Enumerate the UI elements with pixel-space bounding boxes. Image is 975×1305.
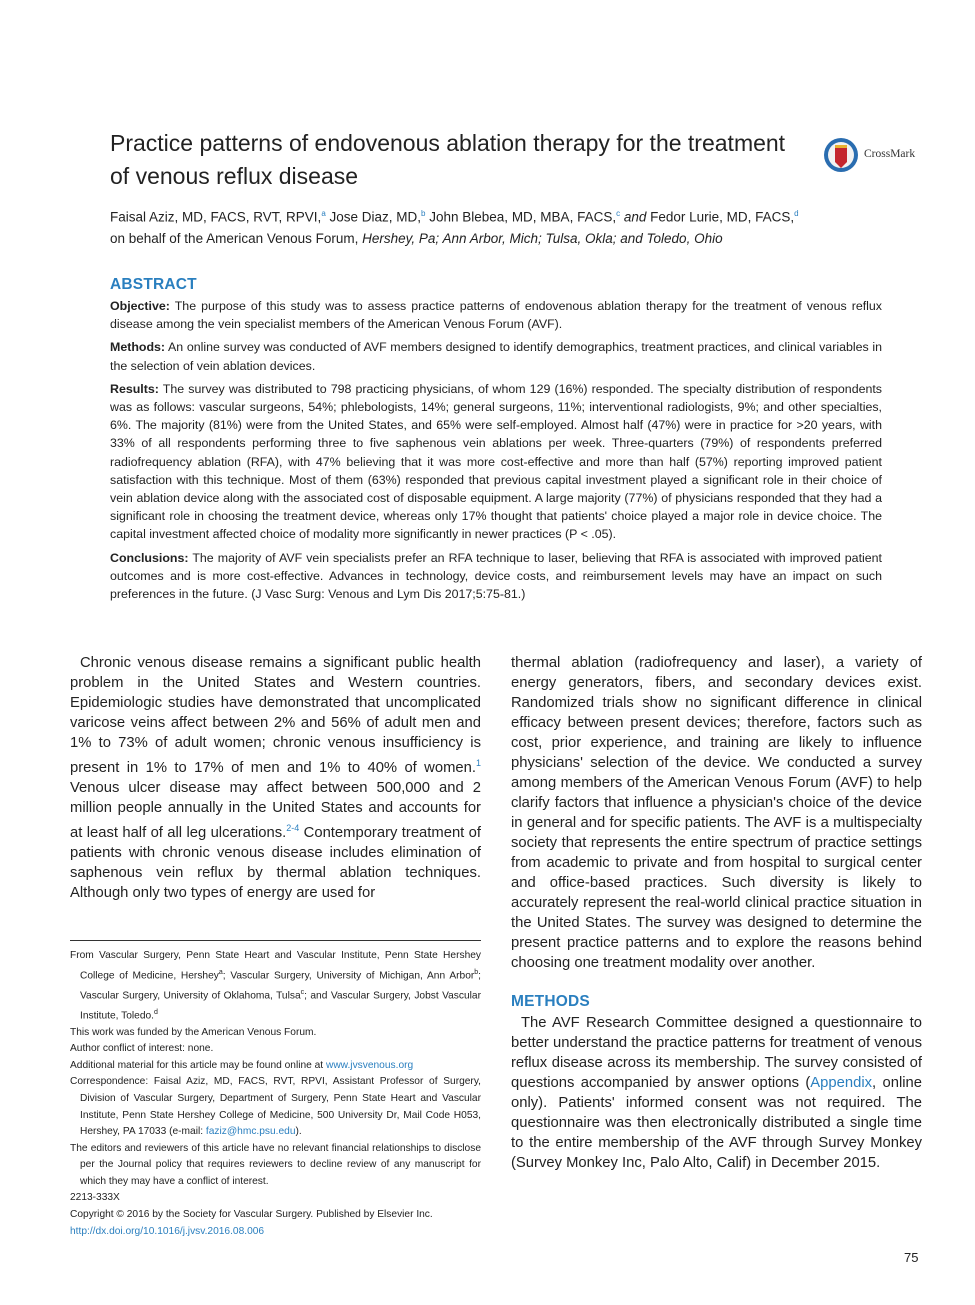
journal-website-link[interactable]: www.jvsvenous.org	[325, 1059, 414, 1071]
abstract-heading: ABSTRACT	[110, 276, 197, 293]
article-title: Practice patterns of endovenous ablation therapy for the treatment of venous reflux disease	[110, 130, 786, 189]
paragraph-text: Venous ulcer disease may affect between 500,000 and 2 million people annually in the United States and accounts for at least half of all leg ulcerations.	[70, 779, 481, 841]
intro-continuation: thermal ablation (radiofrequency and laser), a variety of energy generators, fibers, and secondary devices exist. Randomized trials show no significant difference in clinical efficacy between present devices; therefore, factors such as cost, prior experience, and training are likely to influence physicians' selection of the device. We conducted a survey among members of the American Venous Forum (AVF) to help clarify factors that influence a physician's choice of the device in general and for specific patients. The AVF is a multispecialty society that represents the entire spectrum of practice settings from academic to private and from hospital to surgical center and office-based practices. Such diversity is likely to accurately represent the real-world clinical practice situation in the United States. The survey was designed to determine the present practice patterns and to explore the reasons behind choosing one treatment modality over another.	[511, 655, 922, 971]
abstract-label: Conclusions:	[110, 550, 189, 565]
author-name: Jose Diaz, MD,	[325, 209, 422, 225]
methods-heading: METHODS	[511, 993, 590, 1010]
paragraph-text: Contemporary treatment of patients with chronic venous disease includes elimination of saphenous vein reflux by thermal ablation techniques. Although only two types of energy are used for	[70, 824, 481, 901]
conflict-note: Author conflict of interest: none.	[70, 1043, 214, 1055]
affiliation-marker[interactable]: d	[794, 209, 799, 218]
affiliation-marker[interactable]: a	[321, 209, 326, 218]
footnote-text: ; Vascular Surgery, University of Oklahoma, Tulsa	[80, 969, 481, 1001]
abstract-results	[110, 380, 882, 544]
funding-note: This work was funded by the American Venous Forum.	[70, 1026, 317, 1038]
paragraph-text: Chronic venous disease remains a significant public health problem in the United States and Western countries. Epidemiologic studies have demonstrated that uncomplicated varicose veins affect between 2% and 56% of adult men and 1% to 73% of adult women; chronic venous insufficiency is present in 1% to 17% of men and 1% to 40% of women.	[70, 655, 481, 776]
intro-paragraph	[70, 653, 481, 903]
appendix-link[interactable]: Appendix	[810, 1075, 872, 1091]
author-group: on behalf of the American Venous Forum,	[110, 230, 363, 246]
additional-material-note	[70, 1058, 481, 1075]
footnote-text: Correspondence: Faisal Aziz, MD, FACS, RVT, RPVI, Assistant Professor of Surgery, Division of Vascular Surgery, Department of Surgery, Penn State Heart and Vascular Institute, Penn State Hershey College of Medicine, 500 University Dr, Mail Code H053, Hershey, PA 17033 (e-mail:	[70, 1076, 481, 1138]
abstract-conclusions	[110, 549, 882, 604]
abstract-text: The majority of AVF vein specialists prefer an RFA technique to laser, believing that RFA is associated with improved patient outcomes and is more cost-effective. Advances in technology, device costs, and reimbursement levels may have an impact on such preferences in the future. (J Vasc Surg: Venous and Lym Dis 2017;5:75-81.)	[110, 550, 882, 602]
footnote-text: From Vascular Surgery, Penn State Heart and Vascular Institute, Penn State Hershey College of Medicine, Hershey	[70, 950, 481, 981]
paragraph-text: The AVF Research Committee designed a questionnaire to better understand the practice patterns for treatment of venous reflux disease across its membership. The survey consisted of questions accompanied by answer options (	[511, 1015, 922, 1091]
abstract-label: Objective:	[110, 299, 170, 313]
body-column-left	[70, 653, 481, 903]
author-list	[110, 203, 900, 249]
affiliation-marker: a	[218, 968, 223, 976]
abstract-text: The purpose of this study was to assess practice patterns of endovenous ablation therapy for the treatment of venous reflux disease among the vein specialist members of the American Venous Forum (AVF).	[110, 299, 882, 332]
affiliation-marker: d	[154, 1008, 158, 1016]
abstract-methods	[110, 338, 882, 374]
author-name: Fedor Lurie, MD, FACS,	[650, 209, 795, 225]
footnote-text: ).	[295, 1126, 302, 1138]
footnote-divider	[70, 940, 481, 941]
citation-link[interactable]: 1	[475, 758, 481, 768]
crossmark-icon	[822, 135, 860, 175]
email-link[interactable]: faziz@hmc.psu.edu	[205, 1126, 296, 1138]
issn: 2213-333X	[70, 1192, 120, 1204]
author-locations: Hershey, Pa; Ann Arbor, Mich; Tulsa, Okla; and Toledo, Ohio	[362, 230, 723, 246]
footnote-text: ; Vascular Surgery, University of Michigan, Ann Arbor	[222, 969, 475, 981]
footnote-text: ; and Vascular Surgery, Jobst Vascular Institute, Toledo.	[80, 989, 481, 1021]
paragraph-text: , online only). Patients' informed consent was not required. The questionnaire was then electronically distributed a single time to the entire membership of the AVF through Survey Monkey (Survey Monkey Inc, Palo Alto, Calif) in December 2015.	[511, 1075, 922, 1171]
copyright-note: Copyright © 2016 by the Society for Vascular Surgery. Published by Elsevier Inc.	[70, 1209, 433, 1221]
doi-link[interactable]: http://dx.doi.org/10.1016/j.jvsv.2016.08.006	[70, 1225, 265, 1237]
affiliation-marker[interactable]: c	[616, 209, 621, 218]
footnote-text: Additional material for this article may be found online at	[70, 1059, 326, 1071]
affiliation-marker: b	[474, 968, 479, 976]
crossmark-badge[interactable]	[822, 135, 932, 175]
correspondence-note	[70, 1074, 481, 1140]
affiliation-marker: c	[300, 988, 305, 996]
doi-note	[70, 1224, 481, 1241]
author-name: John Blebea, MD, MBA, FACS,	[425, 209, 617, 225]
body-column-right	[511, 653, 922, 1173]
abstract-label: Methods:	[110, 340, 166, 355]
affiliation-marker[interactable]: b	[421, 209, 426, 218]
abstract	[110, 276, 882, 608]
footnotes	[70, 948, 481, 1240]
abstract-text: An online survey was conducted of AVF members designed to identify demographics, treatment practices, and clinical variables in the selection of vein ablation devices.	[110, 340, 882, 373]
abstract-label: Results:	[110, 381, 159, 396]
author-conjunction: and	[620, 209, 651, 225]
citation-link[interactable]: 2-4	[286, 822, 300, 833]
page-number: 75	[904, 1250, 919, 1265]
abstract-text: The survey was distributed to 798 practicing physicians, of whom 129 (16%) responded. The specialty distribution of respondents was as follows: vascular surgeons, 54%; phlebologists, 14%; general surgeons, 11%; interventional radiologists, 9%; and other specialties, 6%. The majority (81%) were from the United States, and 65% were self-employed. Almost half (47%) were in practice for >20 years, with 33% of all respondents performing three to five saphenous vein ablations per week. Three-quarters (79%) of respondents preferred radiofrequency ablation (RFA), with 47% believing that it was more cost-effective and more than half (57%) reporting improved patient satisfaction with this technique. Most of them (63%) responded that previous capital investment played a significant role in their choice of vein ablation device along with the associated cost of disposable equipment. A large majority (77%) of physicians responded that they had a significant role in choosing the treatment device, whereas only 17% thought that patients' choice played a major role in device choice. The capital investment affected choice of modality more significantly in newer practices (P < .05).	[110, 381, 882, 542]
abstract-objective	[110, 297, 882, 333]
crossmark-label: CrossMark	[864, 148, 916, 160]
methods-paragraph	[511, 1013, 922, 1173]
editors-note: The editors and reviewers of this article have no relevant financial relationships to disclose per the Journal policy that requires reviewers to decline review of any manuscript for which they may have a conflict of interest.	[70, 1142, 481, 1187]
author-name: Faisal Aziz, MD, FACS, RVT, RPVI,	[110, 209, 322, 225]
affiliations-note	[70, 948, 481, 1025]
